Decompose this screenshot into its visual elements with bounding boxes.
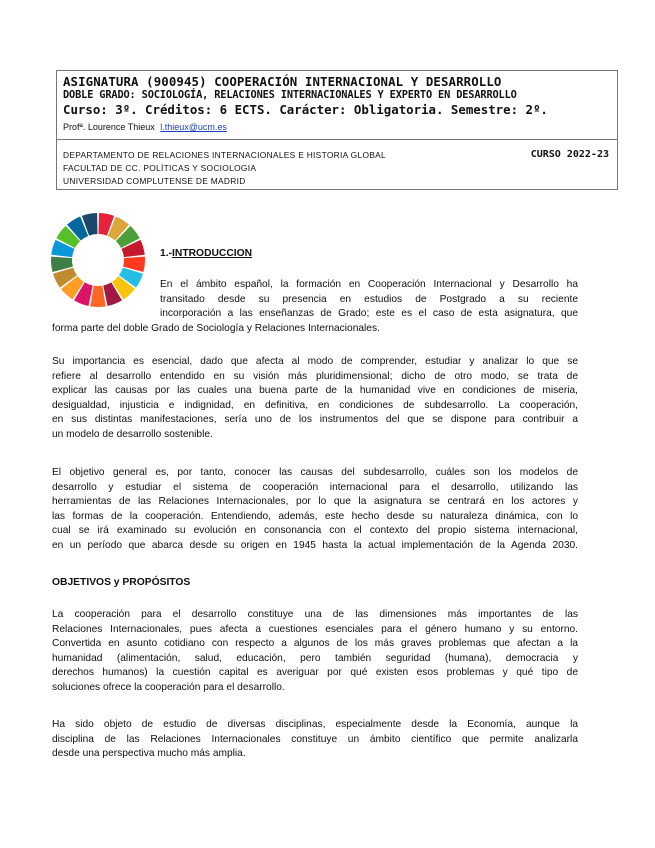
intro-heading-number: 1.- [160,248,173,259]
course-title: ASIGNATURA (900945) COOPERACIÓN INTERNACIONAL Y DESARROLLO [63,74,502,89]
course-info: Curso: 3º. Créditos: 6 ECTS. Carácter: Obligatoria. Semestre: 2º. [63,102,548,117]
text-line: La cooperación para el desarrollo constituye una de las dimensiones más importantes de las [52,609,578,620]
text-line: derechos humanos) la cuestión capital es averiguar por qué existen esos problemas y qué tipo de [52,667,578,678]
intro-paragraph-1-last-line [52,322,578,337]
text-line: Relaciones Internacionales, pues afecta a cuestiones esenciales para el género humano y su entorno. [52,623,578,635]
objectives-heading: OBJETIVOS y PROPÓSITOS [52,577,191,588]
text-line: herramientas de las Relaciones Internacionales, por lo que la asignatura se centrará en los actores y [52,496,578,507]
text-line: desde una perspectiva mucho más amplia. [52,748,246,759]
intro-paragraph-1 [160,278,578,322]
text-line: las formas de la cooperación. Entendiendo, además, este hecho desde su naturaleza dinámica, con lo [52,510,578,522]
text-line: un modelo de desarrollo sostenible. [52,428,213,440]
professor-name: Profª. Lourence Thieux [63,122,155,132]
text-line: Su importancia es esencial, dado que afecta al modo de comprender, estudiar y analizar lo que se [52,356,578,367]
text-line: Ha sido objeto de estudio de diversas disciplinas, especialmente desde la Economía, aunque la [52,719,578,730]
text-line: en un período que abarca desde su origen en 1945 hasta la actual implementación de la Agenda 2030. [52,539,578,551]
text-line: transitado desde su presencia en estudios de Postgrado a su reciente [160,293,578,305]
text-line: desigualdad, injusticia e indignidad, en definitiva, en condiciones de subdesarrollo. La cooperación, [52,399,578,411]
intro-paragraph-2 [52,355,578,442]
academic-year: CURSO 2022-23 [530,149,609,160]
professor-line [63,122,227,132]
text-line: soluciones ofrece la cooperación para el desarrollo. [52,681,285,693]
sdg-wheel-logo [50,212,146,308]
text-line: en sus distintas manifestaciones, sería uno de los instrumentos del que se dispone para contribuir a [52,414,578,425]
text-line: disciplina de las Relaciones Internacionales constituye un ámbito científico que permite analizarla [52,733,578,745]
sdg-segment [90,286,105,307]
department-name: DEPARTAMENTO DE RELACIONES INTERNACIONALES E HISTORIA GLOBAL [63,150,386,160]
text-line: forma parte del doble Grado de Sociología y Relaciones Internacionales. [52,323,380,334]
text-line: explicar las causas por las cuales una buena parte de la humanidad vive en condiciones de miseria, [52,385,578,396]
text-line: humanidad (alimentación, salud, educación, pero también seguridad (humana), democracia y [52,652,578,664]
text-line: Convertida en asunto cotidiano con respecto a algunos de los más graves problemas que afectan a la [52,638,578,649]
faculty-name: FACULTAD DE CC. POLÍTICAS Y SOCIOLOGIA [63,163,257,173]
intro-heading [160,248,252,259]
text-line: incorporación a las enseñanzas de Grado; este es el caso de esta asignatura, que [160,308,578,319]
intro-paragraph-3 [52,466,578,553]
text-line: cual se irá examinado su evolución en consonancia con el contexto del propio sistema internacional, [52,525,578,536]
text-line: El objetivo general es, por tanto, conocer las causas del subdesarrollo, cuáles son los modelos de [52,467,578,478]
text-line: desarrollo y estudiar el sistema de cooperación internacional para el desarrollo, utilizando las [52,481,578,493]
professor-email-link[interactable]: l.thieux@ucm.es [160,122,227,132]
text-line: En el ámbito español, la formación en Cooperación Internacional y Desarrollo ha [160,279,578,290]
course-header-top [57,71,617,140]
text-line: refiere al desarrollo entendido en su visión más pluridimensional; dicho de otro modo, se trata de [52,370,578,382]
intro-heading-text: INTRODUCCION [172,248,253,259]
course-header-box [56,70,618,190]
degree-subtitle: DOBLE GRADO: SOCIOLOGÍA, RELACIONES INTERNACIONALES Y EXPERTO EN DESARROLLO [63,89,517,101]
university-name: UNIVERSIDAD COMPLUTENSE DE MADRID [63,176,246,186]
objectives-paragraph-2 [52,718,578,762]
objectives-paragraph-1 [52,608,578,695]
